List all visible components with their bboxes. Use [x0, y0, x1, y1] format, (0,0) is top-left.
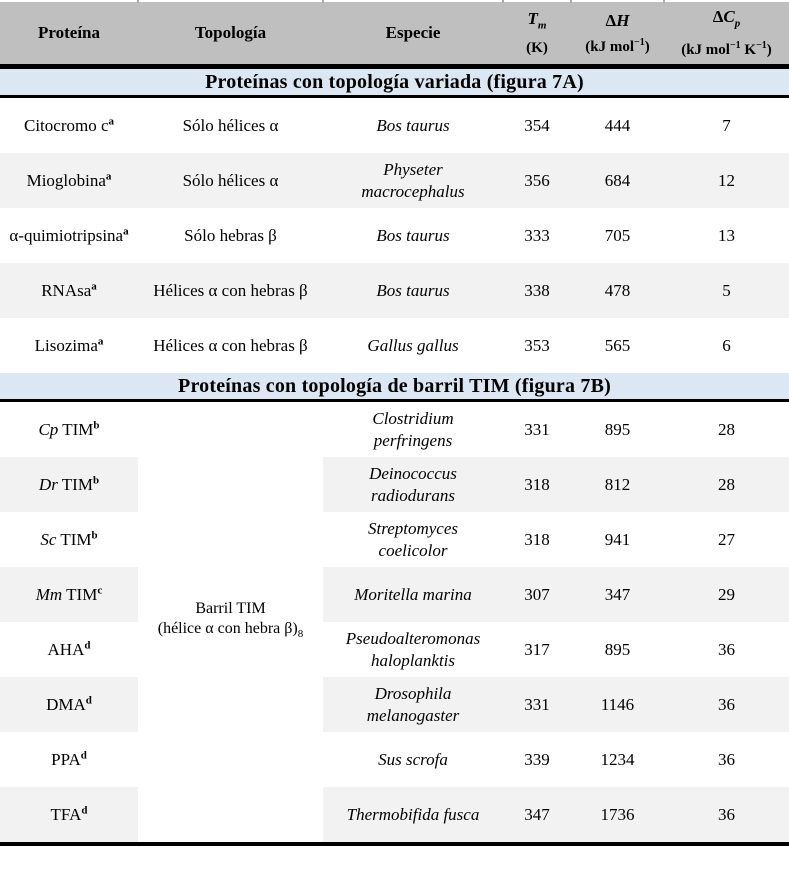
dh-unit: (kJ mol$^{-1}$)	[585, 36, 650, 55]
tm-value-cell: 318	[524, 529, 550, 549]
dcp-value-cell: 36	[664, 787, 789, 844]
topology-merged-cell: Barril TIM (hélice α con hebra $\beta)_8$	[138, 401, 323, 845]
column-boundary-tick	[570, 0, 572, 3]
dh-value-cell: 1234	[600, 749, 635, 769]
column-boundary-tick	[502, 0, 504, 3]
table-row	[0, 263, 789, 318]
topology-cell: Hélices α con hebras β	[138, 263, 323, 318]
dh-value-cell: 941	[604, 529, 631, 549]
species-cell: Clostridium perfringens	[372, 408, 454, 450]
column-boundary-tick	[137, 0, 139, 3]
tm-value-cell: 307	[503, 567, 571, 622]
table-row	[0, 208, 789, 263]
tm-value-cell: 333	[524, 225, 550, 245]
dcp-value-cell: 28	[664, 457, 789, 512]
topology-cell: Hélices α con hebras β	[153, 335, 308, 355]
tm-value-cell: 353	[524, 335, 550, 355]
tm-value-cell: 317	[524, 639, 550, 659]
dh-value-cell: 1146	[571, 677, 664, 732]
protein-name-cell: TFA$^d$	[0, 787, 138, 844]
tm-value-cell: 339	[524, 749, 550, 769]
dh-value-cell: 684	[571, 153, 664, 208]
dh-value-cell: 444	[604, 115, 631, 135]
dcp-symbol: $\Delta C_p$	[712, 7, 741, 30]
protein-name-cell: Dr TIM$^b$	[0, 457, 138, 512]
col-header-topology-label: Topología	[194, 23, 267, 42]
dcp-value-cell: 29	[664, 567, 789, 622]
dcp-value-cell: 6	[722, 335, 731, 355]
table-row	[0, 153, 789, 208]
col-header-protein	[0, 2, 138, 67]
dh-value-cell: 478	[571, 263, 664, 318]
dh-value-cell: 347	[571, 567, 664, 622]
tm-value-cell: 347	[503, 787, 571, 844]
dcp-value-cell: 12	[664, 153, 789, 208]
dh-value-cell: 895	[604, 639, 631, 659]
dh-value-cell: 1736	[571, 787, 664, 844]
col-header-topology	[138, 2, 323, 67]
tm-value-cell: 356	[503, 153, 571, 208]
tm-value-cell: 331	[503, 677, 571, 732]
table-row	[0, 567, 789, 622]
table-row	[0, 318, 789, 373]
species-cell: Drosophila melanogaster	[323, 677, 503, 732]
species-cell: Thermobifida fusca	[323, 787, 503, 844]
col-header-tm	[503, 2, 571, 67]
topology-cell: Sólo hebras β	[184, 225, 277, 245]
tm-value-cell: 331	[524, 419, 550, 439]
table-row	[0, 622, 789, 677]
topology-cell: Sólo hélices α	[138, 153, 323, 208]
col-header-species-label: Especie	[385, 23, 441, 42]
table-row	[0, 457, 789, 512]
section-b-band-row	[0, 373, 789, 401]
column-boundary-tick	[322, 0, 324, 3]
tm-value-cell: 354	[524, 115, 550, 135]
species-cell: Bos taurus	[376, 225, 450, 245]
table-row	[0, 401, 789, 458]
table-row	[0, 97, 789, 154]
protein-name-cell: Mm TIM$^c$	[0, 567, 138, 622]
species-cell: Physeter macrocephalus	[323, 153, 503, 208]
dcp-value-cell: 36	[664, 677, 789, 732]
protein-name-cell: Mioglobina$^a$	[0, 153, 138, 208]
col-header-protein-label: Proteína	[37, 23, 100, 42]
species-cell: Bos taurus	[323, 263, 503, 318]
protein-name-cell: Lisozima$^a$	[34, 335, 104, 355]
col-header-dcp	[664, 2, 789, 67]
dcp-value-cell: 36	[718, 749, 735, 769]
species-cell: Bos taurus	[376, 115, 450, 135]
tm-symbol: $T_m$	[527, 9, 547, 32]
column-boundary-tick	[663, 0, 665, 3]
dh-value-cell: 812	[571, 457, 664, 512]
table-top-edge	[0, 0, 789, 2]
table-row	[0, 787, 789, 844]
table-header-row	[0, 2, 789, 67]
section-b-title: Proteínas con topología de barril TIM (figura 7B)	[0, 373, 789, 401]
col-header-species	[323, 2, 503, 67]
protein-name-cell: DMA$^d$	[0, 677, 138, 732]
protein-name-cell: AHA$^d$	[47, 639, 91, 659]
tm-value-cell: 338	[503, 263, 571, 318]
species-cell: Streptomyces coelicolor	[367, 518, 458, 560]
dcp-value-cell: 5	[664, 263, 789, 318]
section-a-title: Proteínas con topología variada (figura 7A)	[0, 67, 789, 97]
col-header-dh	[571, 2, 664, 67]
protein-name-cell: RNAsa$^a$	[0, 263, 138, 318]
table-row	[0, 512, 789, 567]
dh-value-cell: 705	[604, 225, 631, 245]
species-cell: Moritella marina	[323, 567, 503, 622]
species-cell: Sus scrofa	[378, 749, 448, 769]
table-row	[0, 732, 789, 787]
species-cell: Deinococcus radiodurans	[323, 457, 503, 512]
dh-symbol: ΔH	[605, 10, 630, 30]
dcp-value-cell: 7	[722, 115, 731, 135]
dh-value-cell: 895	[604, 419, 631, 439]
species-cell: Gallus gallus	[367, 335, 459, 355]
protein-name-cell: Sc TIM$^b$	[40, 529, 98, 549]
dcp-value-cell: 13	[718, 225, 735, 245]
protein-thermodynamics-table	[0, 2, 789, 846]
protein-name-cell: α-quimiotripsina$^a$	[9, 225, 129, 245]
dcp-value-cell: 36	[718, 639, 735, 659]
species-cell: Pseudoalteromonas haloplanktis	[345, 628, 481, 670]
tm-value-cell: 318	[503, 457, 571, 512]
dcp-value-cell: 28	[718, 419, 735, 439]
protein-name-cell: Cp TIM$^b$	[38, 419, 100, 439]
protein-name-cell: PPA$^d$	[51, 749, 87, 769]
tm-unit: (K)	[526, 39, 548, 56]
protein-name-cell: Citocromo $c^a$	[23, 115, 114, 135]
topology-cell: Sólo hélices α	[182, 115, 279, 135]
section-a-band-row	[0, 67, 789, 97]
dcp-unit: (kJ mol$^{-1}$ $K^{-1}$)	[681, 39, 772, 58]
dh-value-cell: 565	[604, 335, 631, 355]
table-row	[0, 677, 789, 732]
dcp-value-cell: 27	[718, 529, 735, 549]
